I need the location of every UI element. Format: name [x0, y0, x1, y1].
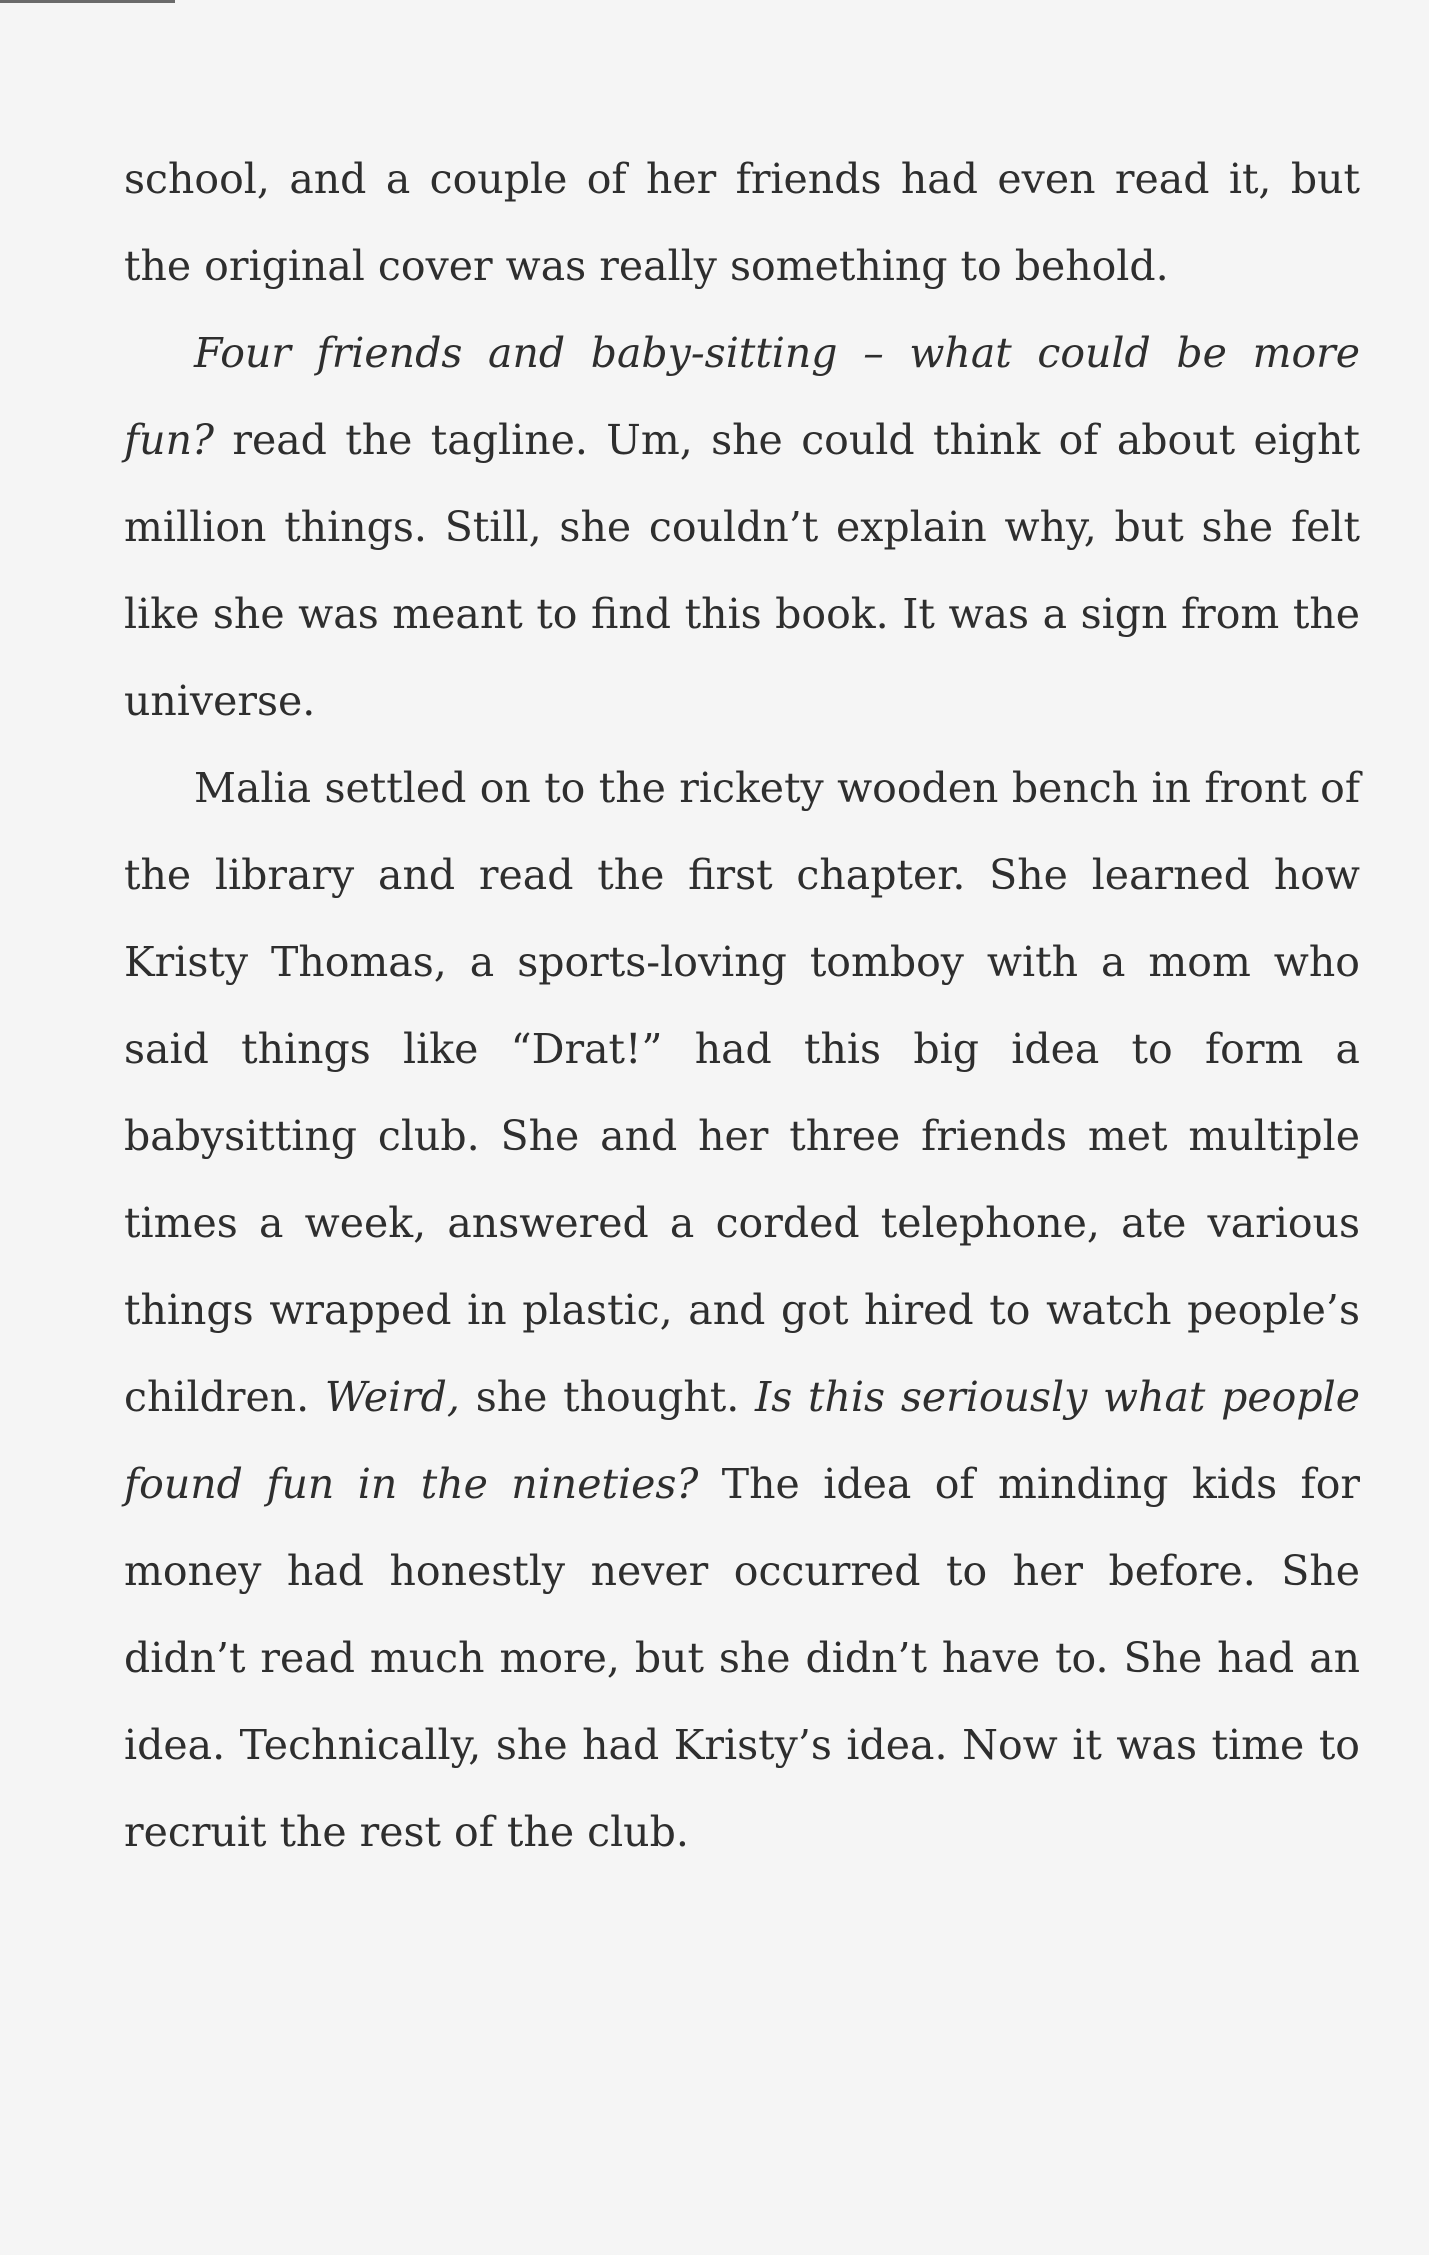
paragraph-1: [124, 136, 1360, 310]
paragraph-2: [124, 310, 1360, 745]
paragraph-3: [124, 745, 1360, 1876]
text-segment: read the tagline. Um, she could think of about eight million things. Still, she couldn’t explain why, but she felt like she was meant to find this book. It was a sign from the universe.: [124, 416, 1360, 725]
text-segment: she thought.: [459, 1373, 756, 1421]
scan-edge-shadow: [0, 0, 175, 3]
page-body-text: [124, 136, 1360, 1876]
text-segment: school, and a couple of her friends had even read it, but the original cover was really something to behold.: [124, 155, 1360, 290]
italic-text-segment: Four friends and baby-sitting – what could be more fun?: [124, 329, 1360, 464]
text-segment: Malia settled on to the rickety wooden bench in front of the library and read the first chapter. She learned how Kristy Thomas, a sports-loving tomboy with a mom who said things like “Drat!” had this big idea to form a babysitting club. She and her three friends met multiple times a week, answered a corded telephone, ate various things wrapped in plastic, and got hired to watch people’s children.: [124, 764, 1360, 1421]
italic-text-segment: Is this seriously what people found fun in the nineties?: [124, 1373, 1360, 1508]
italic-text-segment: Weird,: [324, 1373, 460, 1421]
text-segment: The idea of minding kids for money had honestly never occurred to her before. She didn’t read much more, but she didn’t have to. She had an idea. Technically, she had Kristy’s idea. Now it was time to recruit the rest of the club.: [124, 1460, 1360, 1856]
show-through-bleed: [124, 1745, 1360, 2255]
